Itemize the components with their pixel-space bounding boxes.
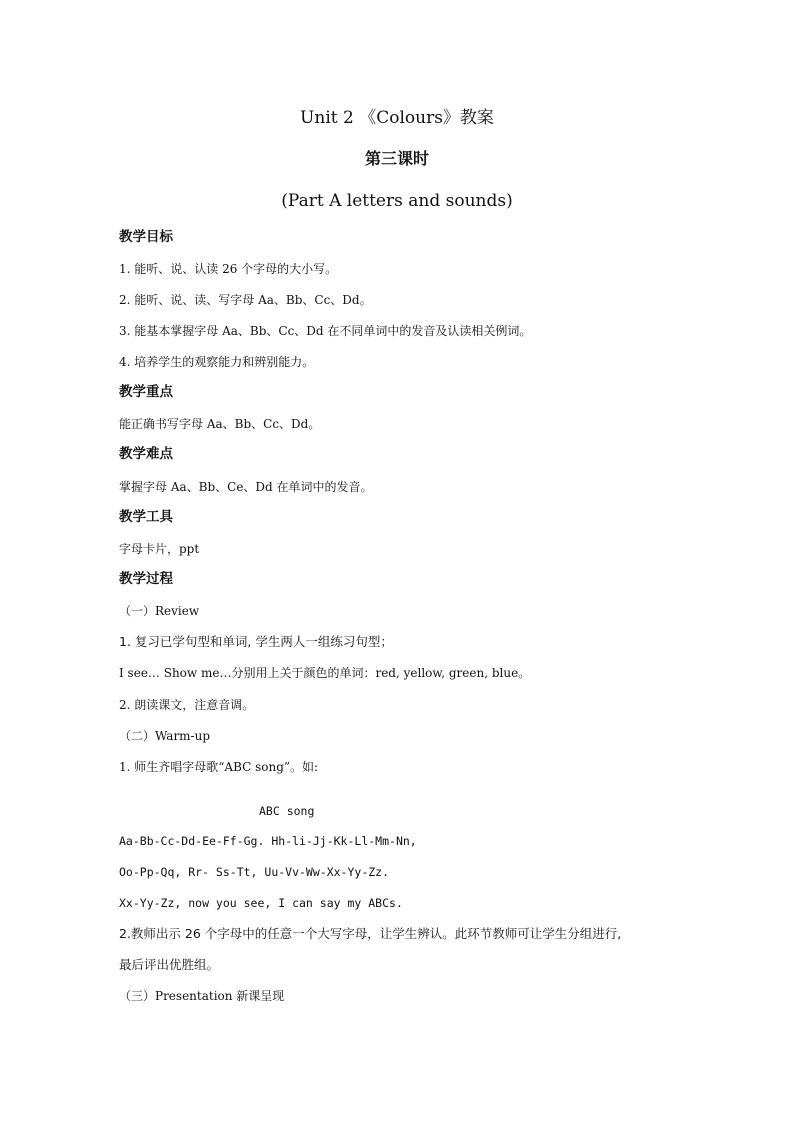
song-line: Xx-Yy-Zz, now you see, I can say my ABCs. <box>119 896 403 910</box>
song-line: Aa-Bb-Cc-Dd-Ee-Ff-Gg. Hh-li-Jj-Kk-Ll-Mm-Nn, <box>119 834 417 848</box>
lesson-part: (Part A letters and sounds) <box>281 191 513 211</box>
key-points-text: 能正确书写字母 Aa、Bb、Cc、Dd。 <box>119 417 321 431</box>
presentation-label: （三）Presentation 新课呈现 <box>119 989 285 1003</box>
difficulties-heading: 教学难点 <box>119 446 173 462</box>
objectives-heading: 教学目标 <box>119 229 173 245</box>
key-points-heading: 教学重点 <box>119 384 173 400</box>
warmup-step-1: 1. 师生齐唱字母歌“ABC song”。如: <box>119 760 319 774</box>
document-title: Unit 2 《Colours》教案 <box>300 108 494 128</box>
review-step-2: 2. 朗读课文，注意音调。 <box>119 698 255 712</box>
objective-item: 4. 培养学生的观察能力和辨别能力。 <box>119 355 315 369</box>
lesson-number: 第三课时 <box>364 149 429 168</box>
objective-item: 1. 能听、说、认读 26 个字母的大小写。 <box>119 262 338 276</box>
review-label: （一）Review <box>119 604 200 618</box>
warmup-step-2: 2.教师出示 26 个字母中的任意一个大写字母，让学生辨认。此环节教师可让学生分组进行, <box>119 926 622 941</box>
objective-item: 2. 能听、说、读、写字母 Aa、Bb、Cc、Dd。 <box>119 293 372 307</box>
tools-heading: 教学工具 <box>119 509 173 525</box>
review-step-1-detail: I see… Show me…分别用上关于颜色的单词：red, yellow, green, blue。 <box>119 666 531 680</box>
song-title: ABC song <box>259 804 315 818</box>
warmup-step-2-cont: 最后评出优胜组。 <box>119 957 220 972</box>
tools-text: 字母卡片，ppt <box>119 542 200 556</box>
song-line: Oo-Pp-Qq, Rr- Ss-Tt, Uu-Vv-Ww-Xx-Yy-Zz. <box>119 865 390 879</box>
review-step-1: 1. 复习已学句型和单词, 学生两人一组练习句型； <box>119 634 393 649</box>
difficulties-text: 掌握字母 Aa、Bb、Ce、Dd 在单词中的发音。 <box>119 480 373 494</box>
process-heading: 教学过程 <box>119 571 173 587</box>
warmup-label: （二）Warm-up <box>119 729 211 743</box>
objective-item: 3. 能基本掌握字母 Aa、Bb、Cc、Dd 在不同单词中的发音及认读相关例词。 <box>119 324 532 338</box>
